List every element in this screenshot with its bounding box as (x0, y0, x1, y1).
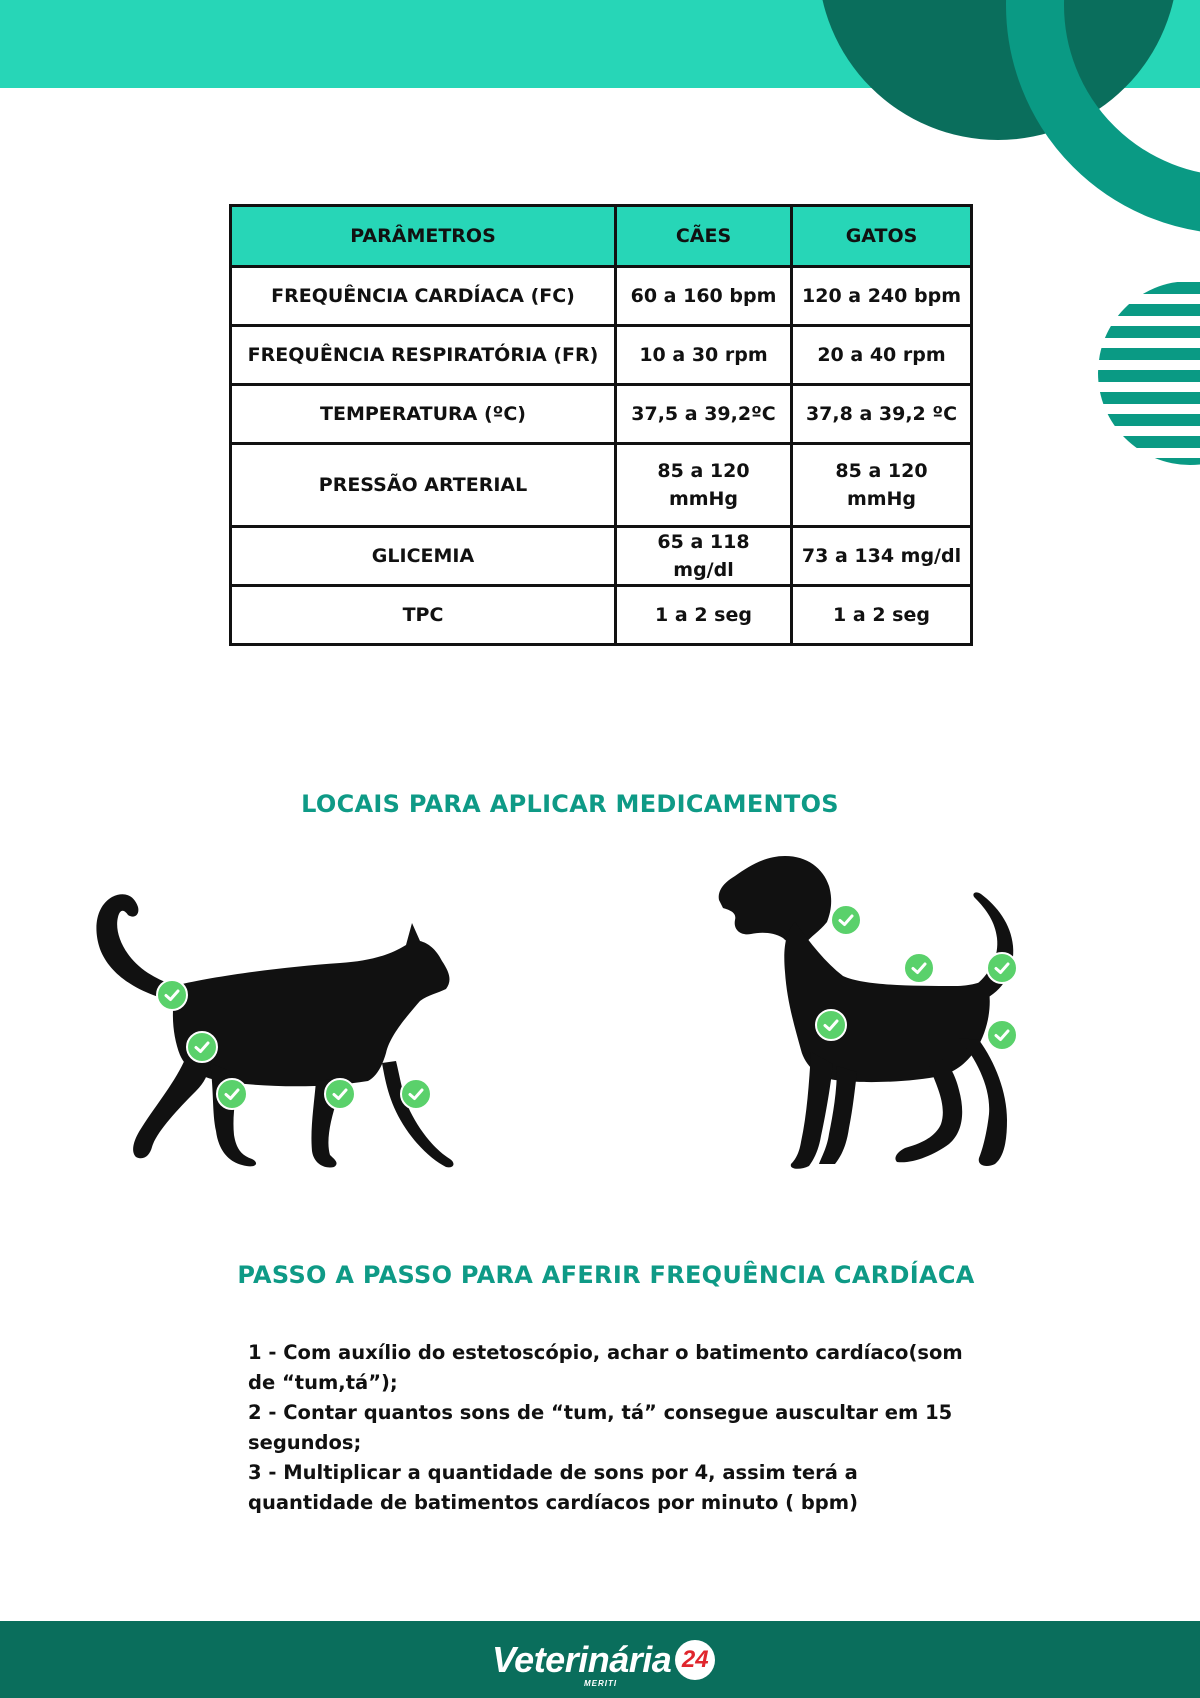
dog-value: 1 a 2 seg (616, 586, 792, 645)
cat-value: 120 a 240 bpm (792, 267, 972, 326)
logo-wordmark (492, 1639, 672, 1688)
cat-value: 20 a 40 rpm (792, 326, 972, 385)
dog-value: 60 a 160 bpm (616, 267, 792, 326)
dog-value: 85 a 120 mmHg (616, 444, 792, 527)
dog-silhouette-icon (715, 852, 1065, 1172)
cat-value: 85 a 120 mmHg (792, 444, 972, 527)
table-row (231, 267, 972, 326)
check-icon (163, 986, 181, 1004)
check-icon (193, 1038, 211, 1056)
locais-title: LOCAIS PARA APLICAR MEDICAMENTOS (301, 790, 839, 818)
step-2: 2 - Contar quantos sons de “tum, tá” consegue auscultar em 15 segundos; (248, 1401, 953, 1454)
table-header-row (231, 206, 972, 267)
logo-badge-number: 24 (681, 1646, 709, 1673)
parameters-table (229, 204, 973, 646)
table-row (231, 444, 972, 527)
cat-marker-front-leg (324, 1078, 356, 1110)
table-row (231, 586, 972, 645)
parameter-name: FREQUÊNCIA CARDÍACA (FC) (231, 267, 616, 326)
table-row (231, 326, 972, 385)
check-icon (822, 1016, 840, 1034)
deco-striped-circle (1090, 282, 1200, 470)
parameter-name: GLICEMIA (231, 527, 616, 586)
parameter-name: TPC (231, 586, 616, 645)
dog-figure (715, 852, 1065, 1172)
dog-marker-shoulder (815, 1009, 847, 1041)
step-1: 1 - Com auxílio do estetoscópio, achar o batimento cardíaco(som de “tum,tá”); (248, 1341, 963, 1394)
steps-list (248, 1338, 988, 1518)
cat-figure (90, 885, 490, 1175)
cat-value: 1 a 2 seg (792, 586, 972, 645)
cat-marker-back-leg (216, 1078, 248, 1110)
header-gatos: GATOS (792, 206, 972, 267)
header-band (0, 0, 1200, 88)
header-caes: CÃES (616, 206, 792, 267)
parameter-name: FREQUÊNCIA RESPIRATÓRIA (FR) (231, 326, 616, 385)
header-parametros: PARÂMETROS (231, 206, 616, 267)
check-icon (331, 1085, 349, 1103)
parameter-name: PRESSÃO ARTERIAL (231, 444, 616, 527)
cat-value: 37,8 a 39,2 ºC (792, 385, 972, 444)
cat-silhouette-icon (90, 885, 490, 1175)
dog-marker-thigh (986, 1019, 1018, 1051)
logo-subtext: MERITI (584, 1679, 618, 1688)
dog-marker-neck (830, 904, 862, 936)
check-icon (407, 1085, 425, 1103)
check-icon (993, 1026, 1011, 1044)
logo-badge-icon (675, 1640, 715, 1680)
dog-marker-hip (986, 952, 1018, 984)
step-3: 3 - Multiplicar a quantidade de sons por 4, assim terá a quantidade de batimentos cardíacos por minuto ( bpm) (248, 1461, 858, 1514)
cat-marker-thigh (186, 1031, 218, 1063)
table-row (231, 385, 972, 444)
table-row (231, 527, 972, 586)
cat-value: 73 a 134 mg/dl (792, 527, 972, 586)
check-icon (837, 911, 855, 929)
cat-marker-forearm (400, 1078, 432, 1110)
dog-value: 37,5 a 39,2ºC (616, 385, 792, 444)
check-icon (993, 959, 1011, 977)
passo-title: PASSO A PASSO PARA AFERIR FREQUÊNCIA CARDÍACA (237, 1261, 975, 1289)
logo-text: Veterinária (492, 1639, 672, 1680)
parameter-name: TEMPERATURA (ºC) (231, 385, 616, 444)
brand-logo (492, 1636, 715, 1688)
check-icon (223, 1085, 241, 1103)
dog-value: 65 a 118 mg/dl (616, 527, 792, 586)
dog-marker-back (903, 952, 935, 984)
check-icon (910, 959, 928, 977)
dog-value: 10 a 30 rpm (616, 326, 792, 385)
cat-marker-tail-base (156, 979, 188, 1011)
